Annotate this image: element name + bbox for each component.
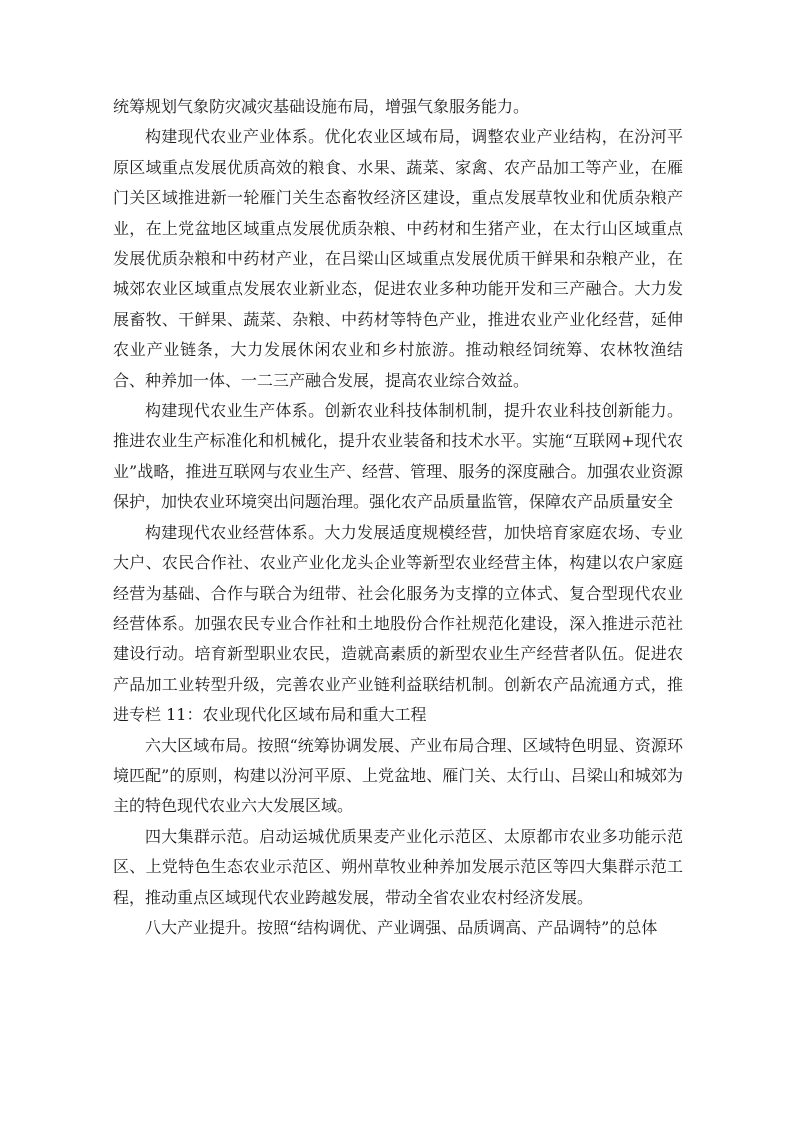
paragraph-agri-operation-system: 构建现代农业经营体系。大力发展适度规模经营，加快培育家庭农场、专业大户、农民合作社、农业产业化龙头企业等新型农业经营主体，构建以农户家庭经营为基础、合作与联合为纽带、社会化服务为支撑的立体式、复合型现代农业经营体系。加强农民专业合作社和土地股份合作社规范化建设，深入推进示范社建设行动。培育新型职业农民，造就高素质的新型农业生产经营者队伍。促进农产品加工业转型升级，完善农业产业链利益联结机制。创新农产品流通方式，推进专栏 11：农业现代化区域布局和重大工程 (113, 522, 683, 725)
paragraph-six-regions: 六大区域布局。按照“统筹协调发展、产业布局合理、区域特色明显、资源环境匹配”的原则，构建以汾河平原、上党盆地、雁门关、太行山、吕梁山和城郊为主的特色现代农业六大发展区域。 (113, 735, 683, 816)
document-body (113, 92, 683, 943)
paragraph-continuation: 统筹规划气象防灾减灾基础设施布局，增强气象服务能力。 (113, 97, 530, 116)
paragraph-four-clusters: 四大集群示范。启动运城优质果麦产业化示范区、太原都市农业多功能示范区、上党特色生态农业示范区、朔州草牧业种养加发展示范区等四大集群示范工程，推动重点区域现代农业跨越发展，带动全省农业农村经济发展。 (113, 826, 683, 907)
paragraph-agri-production-system: 构建现代农业生产体系。创新农业科技体制机制，提升农业科技创新能力。推进农业生产标准化和机械化，提升农业装备和技术水平。实施“互联网+现代农业”战略，推进互联网与农业生产、经营、管理、服务的深度融合。加强农业资源保护，加快农业环境突出问题治理。强化农产品质量监管，保障农产品质量安全 (113, 401, 683, 512)
paragraph-eight-industries: 八大产业提升。按照“结构调优、产业调强、品质调高、产品调特”的总体 (145, 917, 658, 937)
paragraph-agri-industry-system: 构建现代农业产业体系。优化农业区域布局，调整农业产业结构，在汾河平原区域重点发展优质高效的粮食、水果、蔬菜、家禽、农产品加工等产业，在雁门关区域推进新一轮雁门关生态畜牧经济区建设，重点发展草牧业和优质杂粮产业，在上党盆地区域重点发展优质杂粮、中药材和生猪产业，在太行山区域重点发展优质杂粮和中药材产业，在吕梁山区域重点发展优质干鲜果和杂粮产业，在城郊农业区域重点发展农业新业态，促进农业多种功能开发和三产融合。大力发展畜牧、干鲜果、蔬菜、杂粮、中药材等特色产业，推进农业产业化经营，延伸农业产业链条，大力发展休闲农业和乡村旅游。推动粮经饲统筹、农林牧渔结合、种养加一体、一二三产融合发展，提高农业综合效益。 (113, 127, 683, 390)
